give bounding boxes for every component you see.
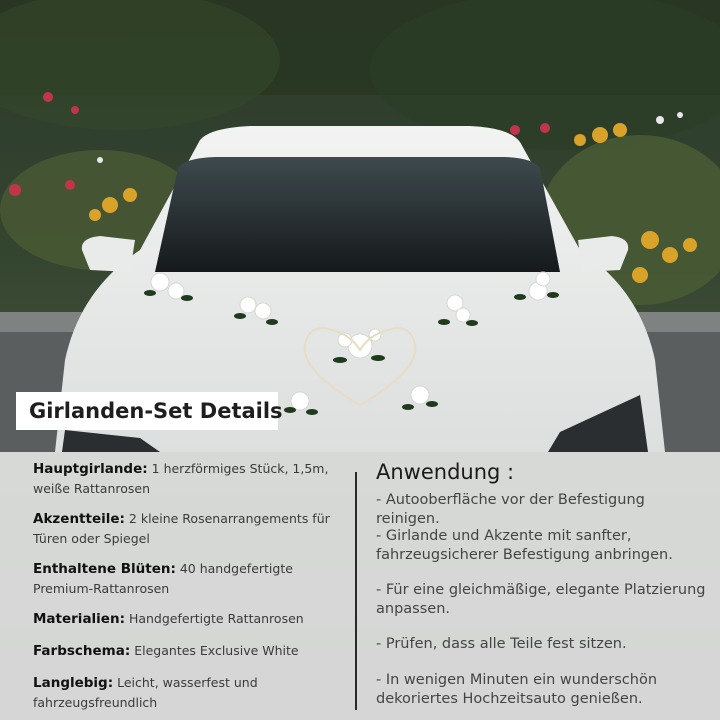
- detail-label: Enthaltene Blüten:: [33, 561, 176, 577]
- column-divider: [355, 472, 357, 710]
- detail-label: Materialien:: [33, 611, 125, 627]
- detail-akzentteile: [33, 509, 333, 548]
- detail-value: Elegantes Exclusive White: [134, 643, 299, 658]
- detail-farbschema: [33, 641, 333, 661]
- usage-step: - In wenigen Minuten ein wunderschön dekoriertes Hochzeitsauto genießen.: [376, 672, 658, 707]
- details-title-box: [16, 392, 283, 430]
- detail-langlebig: [33, 673, 333, 712]
- usage-step: - Für eine gleichmäßige, elegante Platzierung anpassen.: [376, 582, 706, 617]
- detail-label: Farbschema:: [33, 643, 131, 659]
- detail-label: Langlebig:: [33, 675, 114, 691]
- usage-title: Anwendung :: [376, 460, 515, 484]
- detail-value: 40 handgefertigte Premium-Rattanrosen: [33, 561, 293, 596]
- usage-step: - Autooberfläche vor der Befestigung reinigen.: [376, 492, 645, 527]
- usage-step: - Prüfen, dass alle Teile fest sitzen.: [376, 636, 627, 652]
- detail-value: 1 herzförmiges Stück, 1,5m, weiße Rattanrosen: [33, 461, 329, 496]
- detail-hauptgirlande: [33, 459, 333, 498]
- usage-section: [376, 457, 706, 707]
- detail-bluten: [33, 559, 333, 598]
- detail-label: Hauptgirlande:: [33, 461, 148, 477]
- usage-step: - Girlande und Akzente mit sanfter, fahrzeugsicherer Befestigung anbringen.: [376, 528, 673, 563]
- detail-label: Akzentteile:: [33, 511, 125, 527]
- detail-materialien: [33, 609, 333, 629]
- detail-value: 2 kleine Rosenarrangements für Türen oder Spiegel: [33, 511, 330, 546]
- details-title: Girlanden-Set Details: [29, 399, 283, 423]
- detail-value: Leicht, wasserfest und fahrzeugsfreundlich: [33, 675, 258, 710]
- detail-value: Handgefertigte Rattanrosen: [128, 611, 304, 626]
